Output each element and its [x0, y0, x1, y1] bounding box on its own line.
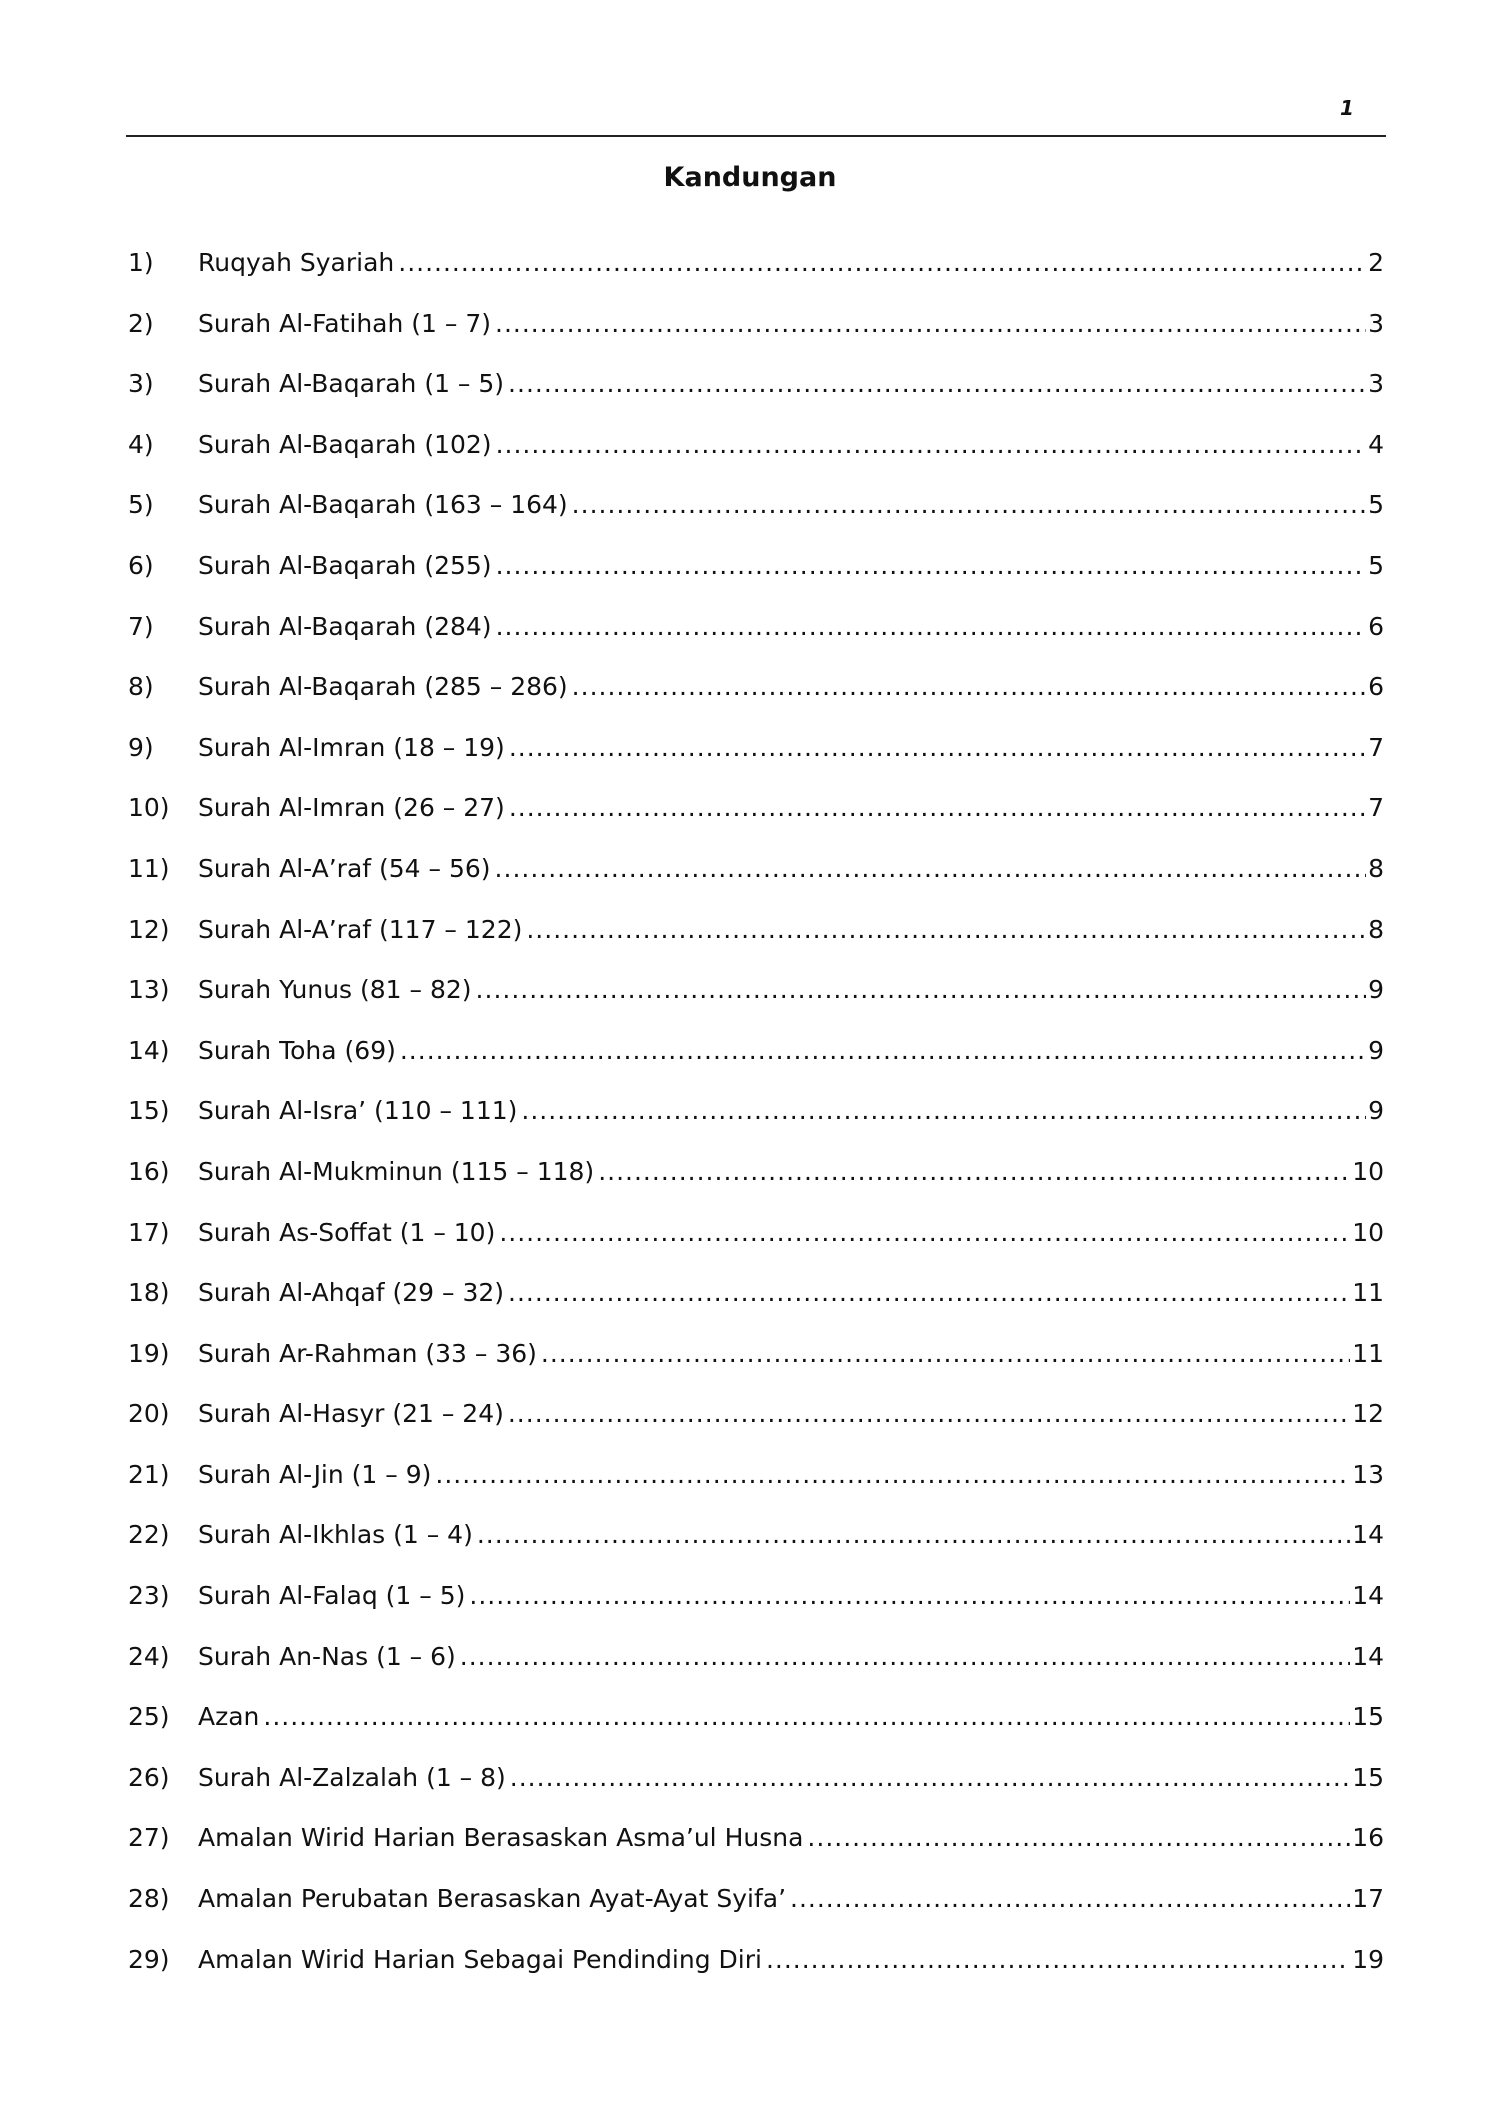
toc-entry-page: 8	[1368, 914, 1384, 944]
toc-entry-page: 2	[1368, 248, 1384, 277]
toc-dot-leader	[508, 1394, 1350, 1434]
toc-entry-page: 7	[1368, 793, 1384, 823]
toc-entry-label: Surah Al-A’raf (117 – 122)	[198, 914, 523, 944]
toc-dot-leader	[460, 1637, 1350, 1677]
toc-entry-page: 13	[1352, 1459, 1384, 1489]
toc-entry-label: Surah Al-Fatihah (1 – 7)	[198, 308, 491, 338]
toc-entry-label: Surah Al-Baqarah (102)	[198, 429, 492, 459]
toc-entry[interactable]	[128, 1758, 1384, 1819]
toc-entry-number: 21)	[128, 1459, 170, 1489]
toc-entry-number: 16)	[128, 1156, 170, 1186]
toc-entry-label: Surah Ar-Rahman (33 – 36)	[198, 1338, 537, 1368]
toc-entry-label: Surah Al-Jin (1 – 9)	[198, 1459, 432, 1489]
toc-entry-number: 20)	[128, 1399, 170, 1429]
toc-entry-number: 12)	[128, 914, 170, 944]
toc-dot-leader	[510, 1758, 1350, 1798]
toc-entry-label: Surah Al-Imran (18 – 19)	[198, 732, 505, 762]
toc-entry-number: 5)	[128, 490, 154, 520]
toc-entry[interactable]	[128, 243, 1384, 304]
toc-entry-number: 6)	[128, 550, 154, 580]
toc-entry[interactable]	[128, 1455, 1384, 1516]
toc-dot-leader	[496, 425, 1367, 465]
toc-entry-number: 22)	[128, 1520, 170, 1550]
toc-entry-label: Surah Al-Imran (26 – 27)	[198, 793, 505, 823]
toc-entry-number: 17)	[128, 1217, 170, 1247]
toc-entry-number: 11)	[128, 853, 170, 883]
toc-entry-label: Surah Al-Ahqaf (29 – 32)	[198, 1278, 505, 1308]
toc-entry[interactable]	[128, 910, 1384, 971]
toc-entry-number: 14)	[128, 1035, 170, 1065]
toc-entry-number: 23)	[128, 1581, 170, 1611]
toc-dot-leader	[476, 970, 1367, 1010]
toc-entry-label: Surah Al-Baqarah (163 – 164)	[198, 490, 568, 520]
toc-entry-page: 6	[1368, 672, 1384, 702]
toc-entry-page: 14	[1352, 1581, 1384, 1611]
toc-entry-label: Surah Al-Zalzalah (1 – 8)	[198, 1762, 506, 1792]
toc-entry[interactable]	[128, 1818, 1384, 1879]
toc-dot-leader	[400, 1031, 1366, 1071]
toc-entry-label: Surah Al-Falaq (1 – 5)	[198, 1581, 466, 1611]
toc-entry[interactable]	[128, 1515, 1384, 1576]
toc-entry-page: 16	[1352, 1823, 1384, 1853]
toc-entry[interactable]	[128, 1697, 1384, 1758]
toc-entry[interactable]	[128, 364, 1384, 425]
toc-entry-page: 11	[1352, 1338, 1384, 1368]
toc-dot-leader	[477, 1515, 1350, 1555]
toc-entry-number: 15)	[128, 1096, 170, 1126]
toc-entry[interactable]	[128, 1091, 1384, 1152]
toc-entry[interactable]	[128, 970, 1384, 1031]
toc-dot-leader	[790, 1879, 1350, 1919]
toc-entry[interactable]	[128, 1273, 1384, 1334]
toc-entry-page: 9	[1368, 1096, 1384, 1126]
header-rule	[126, 135, 1386, 137]
toc-entry-page: 15	[1352, 1702, 1384, 1732]
toc-entry-page: 17	[1352, 1884, 1384, 1914]
toc-dot-leader	[572, 485, 1366, 525]
toc-dot-leader	[469, 1576, 1350, 1616]
toc-entry[interactable]	[128, 1576, 1384, 1637]
toc-entry-page: 9	[1368, 975, 1384, 1005]
toc-entry-number: 3)	[128, 369, 154, 399]
toc-entry-number: 26)	[128, 1762, 170, 1792]
toc-entry-page: 4	[1368, 429, 1384, 459]
toc-entry[interactable]	[128, 1031, 1384, 1092]
toc-entry[interactable]	[128, 1394, 1384, 1455]
toc-entry[interactable]	[128, 1637, 1384, 1698]
toc-entry[interactable]	[128, 425, 1384, 486]
toc-entry-number: 7)	[128, 611, 154, 641]
toc-entry-label: Azan	[198, 1702, 260, 1732]
toc-entry[interactable]	[128, 667, 1384, 728]
toc-entry-label: Surah An-Nas (1 – 6)	[198, 1641, 456, 1671]
toc-dot-leader	[526, 910, 1366, 950]
toc-entry-page: 8	[1368, 853, 1384, 883]
toc-entry[interactable]	[128, 1334, 1384, 1395]
toc-entry-label: Surah Toha (69)	[198, 1035, 396, 1065]
toc-entry-page: 14	[1352, 1520, 1384, 1550]
toc-dot-leader	[435, 1455, 1350, 1495]
toc-entry-number: 4)	[128, 429, 154, 459]
toc-dot-leader	[521, 1091, 1366, 1131]
toc-dot-leader	[509, 728, 1366, 768]
toc-entry[interactable]	[128, 1152, 1384, 1213]
toc-entry-page: 6	[1368, 611, 1384, 641]
toc-entry[interactable]	[128, 485, 1384, 546]
toc-entry-number: 29)	[128, 1944, 170, 1974]
toc-entry-page: 3	[1368, 308, 1384, 338]
toc-entry[interactable]	[128, 1879, 1384, 1940]
toc-dot-leader	[766, 1940, 1350, 1980]
toc-entry-label: Surah As-Soffat (1 – 10)	[198, 1217, 496, 1247]
toc-entry-number: 19)	[128, 1338, 170, 1368]
toc-dot-leader	[508, 1273, 1350, 1313]
toc-entry-label: Surah Yunus (81 – 82)	[198, 975, 472, 1005]
toc-entry-label: Surah Al-Ikhlas (1 – 4)	[198, 1520, 473, 1550]
toc-entry-label: Surah Al-Baqarah (1 – 5)	[198, 369, 505, 399]
toc-entry-number: 24)	[128, 1641, 170, 1671]
toc-entry-label: Amalan Perubatan Berasaskan Ayat-Ayat Syifa’	[198, 1884, 787, 1914]
toc-list	[128, 243, 1384, 2000]
toc-dot-leader	[508, 364, 1366, 404]
toc-entry-page: 9	[1368, 1035, 1384, 1065]
toc-entry-page: 12	[1352, 1399, 1384, 1429]
toc-entry-page: 15	[1352, 1762, 1384, 1792]
toc-entry-number: 8)	[128, 672, 154, 702]
toc-entry[interactable]	[128, 1940, 1384, 2001]
toc-dot-leader	[495, 304, 1366, 344]
toc-entry-label: Surah Al-Mukminun (115 – 118)	[198, 1156, 595, 1186]
toc-entry[interactable]	[128, 788, 1384, 849]
toc-entry-number: 25)	[128, 1702, 170, 1732]
toc-entry[interactable]	[128, 849, 1384, 910]
toc-entry[interactable]	[128, 304, 1384, 365]
toc-dot-leader	[263, 1697, 1350, 1737]
toc-dot-leader	[807, 1818, 1350, 1858]
toc-entry-page: 5	[1368, 490, 1384, 520]
toc-dot-leader	[509, 788, 1366, 828]
toc-dot-leader	[572, 667, 1366, 707]
toc-entry-label: Surah Al-A’raf (54 – 56)	[198, 853, 491, 883]
toc-entry-label: Ruqyah Syariah	[198, 248, 395, 277]
toc-entry-page: 19	[1352, 1944, 1384, 1974]
toc-entry-label: Surah Al-Isra’ (110 – 111)	[198, 1096, 518, 1126]
toc-entry[interactable]	[128, 607, 1384, 668]
toc-title: Kandungan	[663, 162, 837, 193]
toc-entry[interactable]	[128, 546, 1384, 607]
toc-entry-label: Surah Al-Baqarah (255)	[198, 550, 492, 580]
toc-dot-leader	[398, 243, 1366, 283]
toc-entry-number: 2)	[128, 308, 154, 338]
toc-entry-label: Surah Al-Hasyr (21 – 24)	[198, 1399, 504, 1429]
toc-entry-number: 10)	[128, 793, 170, 823]
page-number: 1	[1340, 96, 1354, 120]
toc-entry-page: 11	[1352, 1278, 1384, 1308]
toc-dot-leader	[598, 1152, 1350, 1192]
toc-entry-number: 13)	[128, 975, 170, 1005]
toc-dot-leader	[499, 1213, 1350, 1253]
toc-entry-number: 28)	[128, 1884, 170, 1914]
toc-entry-label: Amalan Wirid Harian Berasaskan Asma’ul Husna	[198, 1823, 804, 1853]
toc-entry-number: 1)	[128, 248, 154, 277]
toc-dot-leader	[495, 849, 1367, 889]
toc-entry-page: 3	[1368, 369, 1384, 399]
toc-entry-label: Amalan Wirid Harian Sebagai Pendinding Diri	[198, 1944, 762, 1974]
toc-entry[interactable]	[128, 728, 1384, 789]
toc-entry[interactable]	[128, 1213, 1384, 1274]
toc-dot-leader	[496, 607, 1367, 647]
toc-entry-page: 14	[1352, 1641, 1384, 1671]
toc-dot-leader	[496, 546, 1367, 586]
toc-entry-page: 5	[1368, 550, 1384, 580]
toc-entry-page: 10	[1352, 1156, 1384, 1186]
toc-entry-number: 9)	[128, 732, 154, 762]
toc-entry-label: Surah Al-Baqarah (285 – 286)	[198, 672, 568, 702]
toc-entry-page: 7	[1368, 732, 1384, 762]
toc-entry-page: 10	[1352, 1217, 1384, 1247]
toc-entry-number: 27)	[128, 1823, 170, 1853]
toc-dot-leader	[541, 1334, 1350, 1374]
toc-entry-label: Surah Al-Baqarah (284)	[198, 611, 492, 641]
toc-entry-number: 18)	[128, 1278, 170, 1308]
